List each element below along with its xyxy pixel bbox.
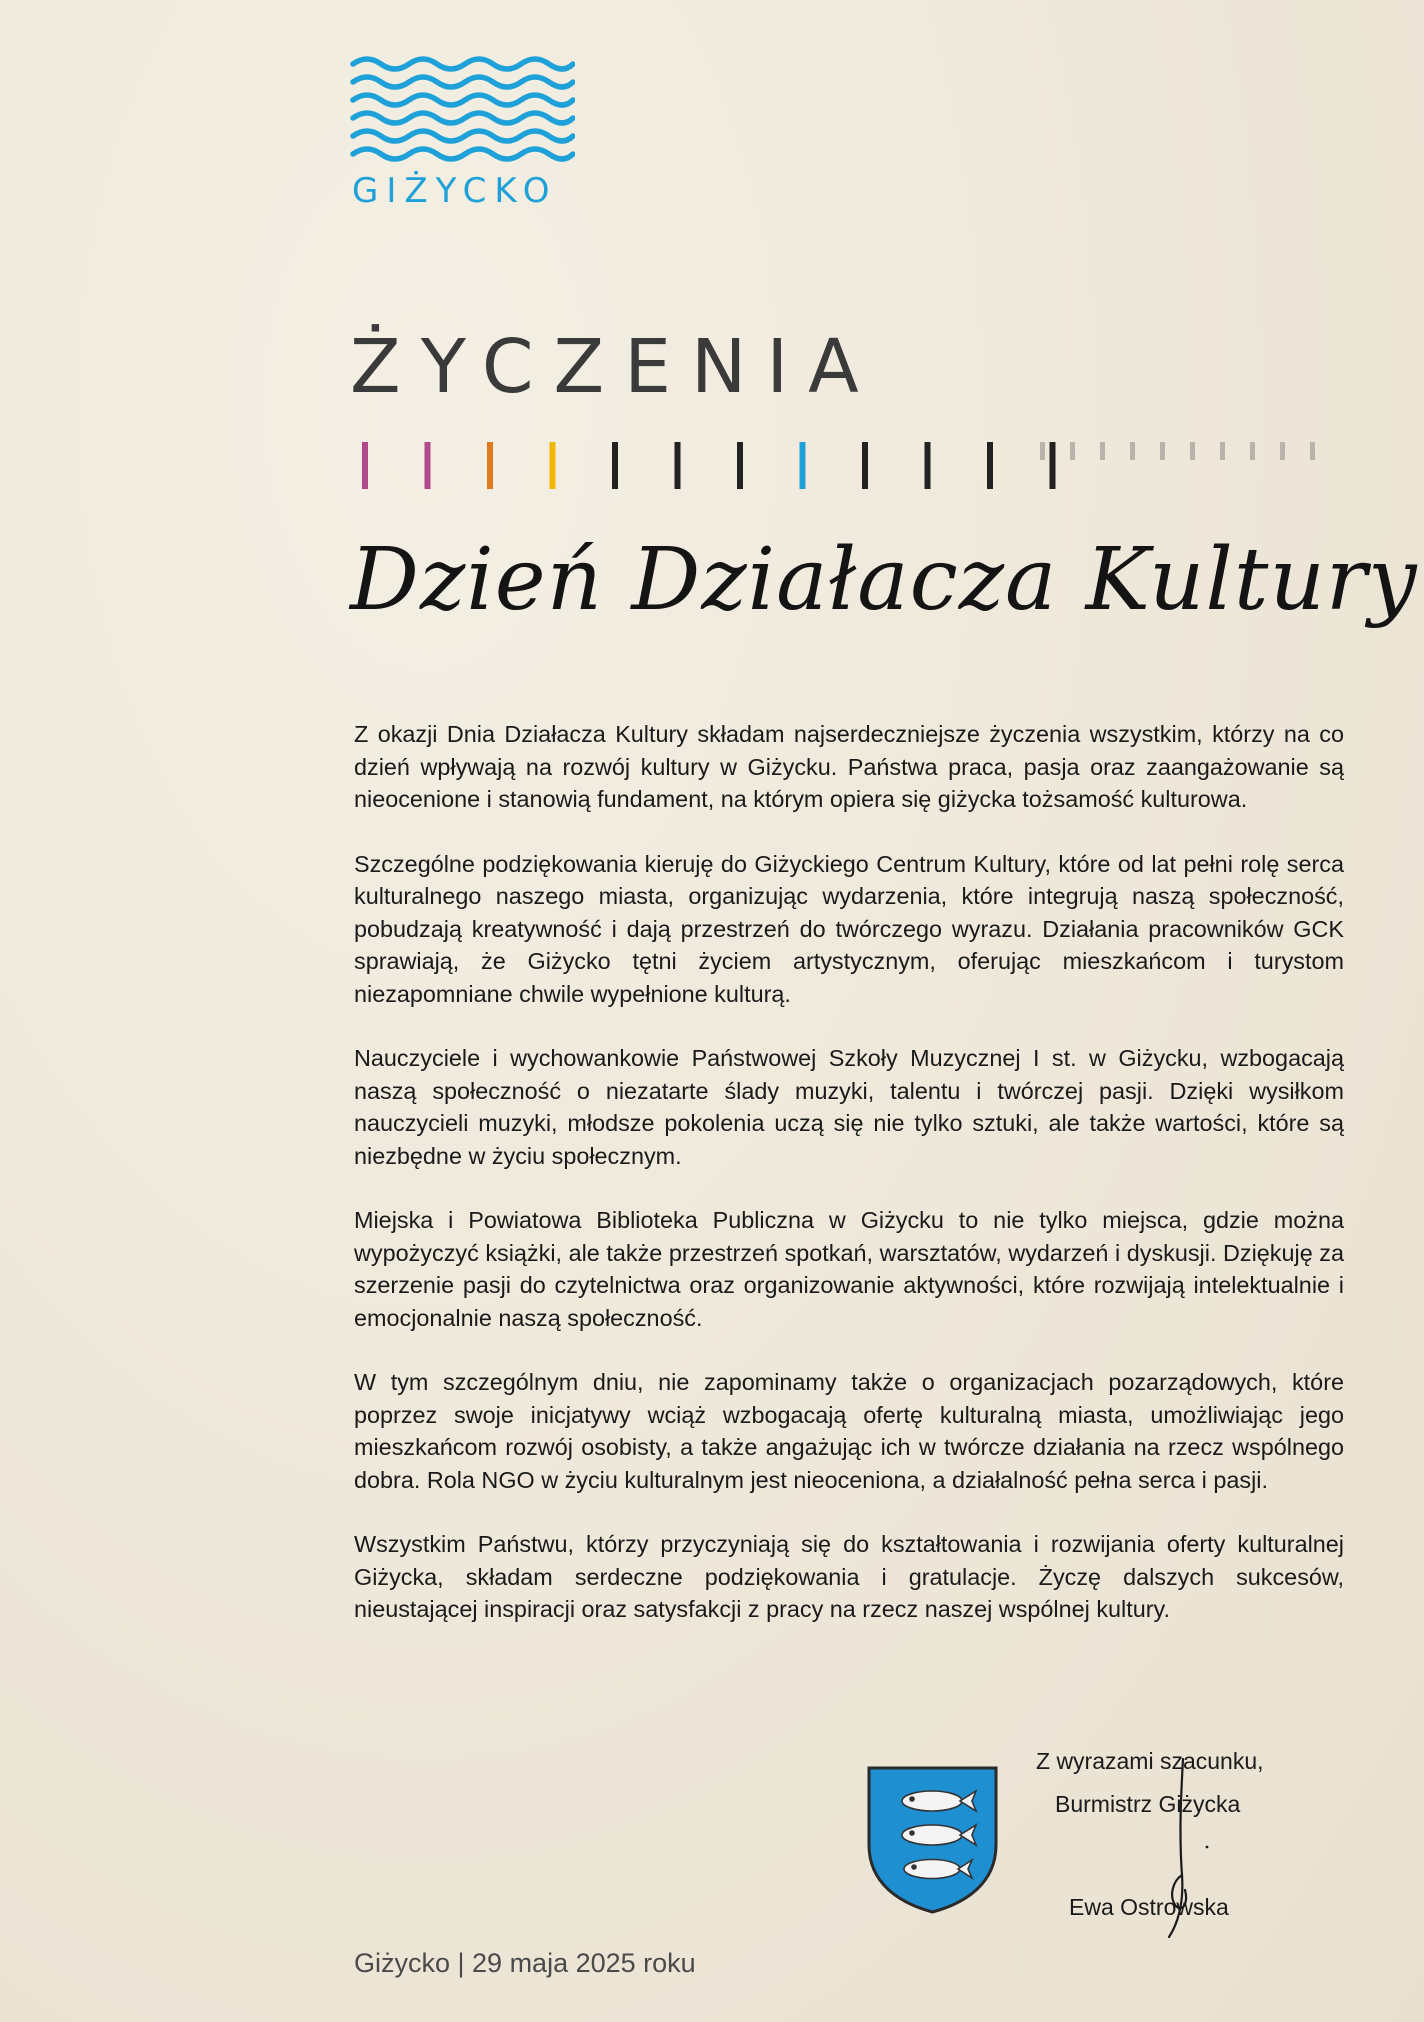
grey-tick	[1070, 442, 1075, 460]
paragraph: Szczególne podziękowania kieruję do Giżyckiego Centrum Kultury, które od lat pełni rolę serca kulturalnego naszego miasta, organizując wydarzenia, które integrują naszą społeczność, pobudzają kreatywność i dają przestrzeń do twórczego wyrazu. Działania pracowników GCK sprawiają, że Giżycko tętni życiem artystycznym, oferując mieszkańcom i turystom niezapomniane chwile wypełnione kulturą.	[354, 850, 1344, 1007]
grey-tick	[1190, 442, 1195, 460]
color-bar	[675, 442, 681, 489]
handwritten-signature	[1155, 1755, 1215, 1945]
grey-tick	[1160, 442, 1165, 460]
closing-line: Z wyrazami szacunku,	[1036, 1748, 1264, 1774]
logo-city-name: GIŻYCKO	[352, 171, 558, 211]
color-bar	[425, 442, 431, 489]
document-title: Dzień Działacza Kultury	[350, 530, 1418, 630]
grey-tick	[1130, 442, 1135, 460]
color-bar	[1050, 442, 1056, 489]
color-bars-decoration	[350, 440, 1330, 490]
color-bar	[800, 442, 806, 489]
waves-icon	[350, 55, 575, 165]
coat-of-arms-icon	[866, 1765, 999, 1915]
paragraph: W tym szczególnym dniu, nie zapominamy także o organizacjach pozarządowych, które poprzez swoje inicjatywy wciąż wzbogacają ofertę kulturalną miasta, umożliwiając jego mieszkańcom rozwój osobisty, a także angażując ich w twórcze działania na rzecz wspólnego dobra. Rola NGO w życiu kulturalnym jest nieoceniona, a działalność pełna serca i pasji.	[354, 1369, 1344, 1493]
grey-tick	[1310, 442, 1315, 460]
grey-tick	[1220, 442, 1225, 460]
paragraph: Z okazji Dnia Działacza Kultury składam najserdeczniejsze życzenia wszystkim, którzy na co dzień wpływają na rozwój kultury w Giżycku. Państwa praca, pasja oraz zaangażowanie są nieocenione i stanowią fundament, na którym opiera się giżycka tożsamość kulturowa.	[354, 721, 1344, 812]
color-bar	[925, 442, 931, 489]
paragraph: Nauczyciele i wychowankowie Państwowej Szkoły Muzycznej I st. w Giżycku, wzbogacają naszą społeczność o niezatarte ślady muzyki, talentu i twórczej pasji. Dzięki wysiłkom nauczycieli muzyki, młodsze pokolenia uczą się nie tylko sztuki, ale także wartości, które są niezbędne w życiu społecznym.	[354, 1045, 1344, 1169]
color-bar	[987, 442, 993, 489]
grey-tick	[1250, 442, 1255, 460]
signer-role: Burmistrz Giżycka	[1055, 1791, 1241, 1817]
color-bar	[862, 442, 868, 489]
letter-body	[354, 718, 1344, 1658]
page-heading: ŻYCZENIA	[350, 324, 879, 410]
paragraph: Wszystkim Państwu, którzy przyczyniają się do kształtowania i rozwijania oferty kulturalnej Giżycka, składam serdeczne podziękowania i gratulacje. Życzę dalszych sukcesów, nieustającej inspiracji oraz satysfakcji z pracy na rzecz naszej wspólnej kultury.	[354, 1531, 1344, 1622]
signer-name: Ewa Ostrowska	[1069, 1894, 1229, 1920]
color-bar	[612, 442, 618, 489]
color-bar	[487, 442, 493, 489]
color-bar	[737, 442, 743, 489]
city-logo	[350, 55, 575, 211]
paragraph: Miejska i Powiatowa Biblioteka Publiczna w Giżycku to nie tylko miejsca, gdzie można wypożyczyć książki, ale także przestrzeń spotkań, warsztatów, wydarzeń i dyskusji. Dziękuję za szerzenie pasji do czytelnictwa oraz organizowanie aktywności, które rozwijają intelektualnie i emocjonalnie naszą społeczność.	[354, 1207, 1344, 1331]
grey-tick	[1100, 442, 1105, 460]
color-bar	[362, 442, 368, 489]
place-and-date: Giżycko | 29 maja 2025 roku	[354, 1948, 696, 1978]
color-bar	[550, 442, 556, 489]
grey-tick	[1040, 442, 1045, 460]
grey-tick	[1280, 442, 1285, 460]
